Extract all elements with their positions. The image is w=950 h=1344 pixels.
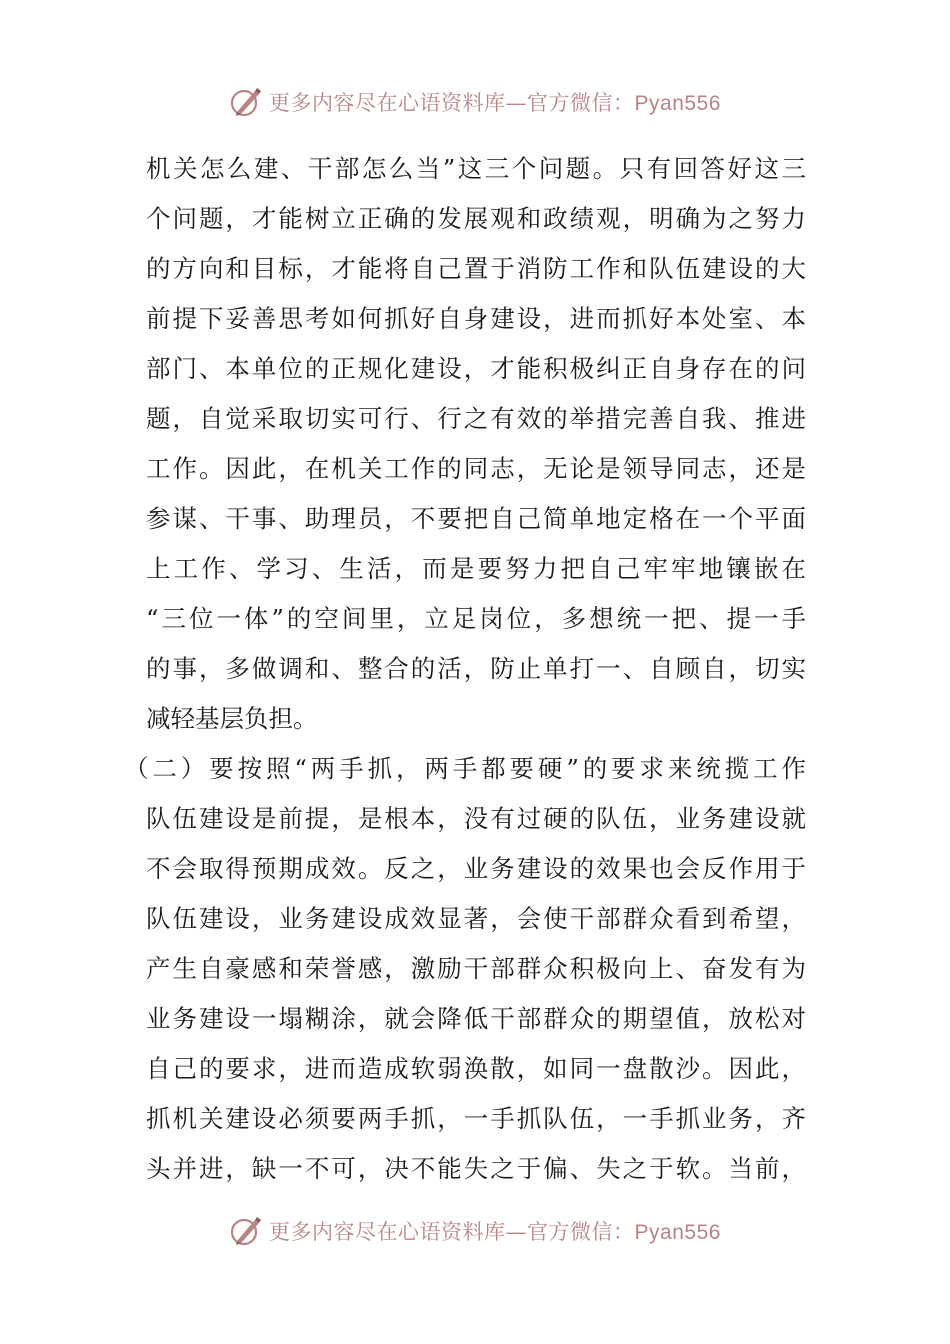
body-line: 上工作、学习、生活，而是要努力把自己牢牢地镶嵌在 — [146, 554, 806, 583]
pen-circle-icon — [229, 1214, 263, 1248]
body-line: 参谋、干事、助理员，不要把自己简单地定格在一个平面 — [146, 504, 806, 533]
body-line: 不会取得预期成效。反之，业务建设的效果也会反作用于 — [146, 854, 806, 883]
body-line: 题，自觉采取切实可行、行之有效的举措完善自我、推进 — [146, 404, 806, 433]
body-line: 队伍建设，业务建设成效显著，会使干部群众看到希望， — [146, 904, 806, 933]
body-line: 的方向和目标，才能将自己置于消防工作和队伍建设的大 — [146, 254, 806, 283]
body-line: 业务建设一塌糊涂，就会降低干部群众的期望值，放松对 — [146, 1004, 806, 1033]
body-line: 工作。因此，在机关工作的同志，无论是领导同志，还是 — [146, 454, 806, 483]
body-line: 产生自豪感和荣誉感，激励干部群众积极向上、奋发有为 — [146, 954, 806, 983]
pen-circle-icon — [229, 85, 263, 119]
body-line: 的事，多做调和、整合的活，防止单打一、自顾自，切实 — [146, 654, 806, 683]
body-line: “三位一体”的空间里，立足岗位，多想统一把、提一手 — [146, 604, 806, 633]
body-line: 部门、本单位的正规化建设，才能积极纠正自身存在的问 — [146, 354, 806, 383]
body-line: 前提下妥善思考如何抓好自身建设，进而抓好本处室、本 — [146, 304, 806, 333]
body-line: 自己的要求，进而造成软弱涣散，如同一盘散沙。因此， — [146, 1054, 806, 1083]
body-line: 队伍建设是前提，是根本，没有过硬的队伍，业务建设就 — [146, 804, 806, 833]
body-line: 减轻基层负担。 — [146, 704, 318, 733]
body-line: 机关怎么建、干部怎么当”这三个问题。只有回答好这三 — [146, 154, 806, 183]
footer-watermark — [0, 1211, 950, 1251]
body-line: 头并进，缺一不可，决不能失之于偏、失之于软。当前， — [146, 1154, 806, 1183]
watermark-text: 更多内容尽在心语资料库—官方微信：Pyan556 — [269, 1220, 721, 1244]
body-line: 个问题，才能树立正确的发展观和政绩观，明确为之努力 — [146, 204, 806, 233]
document-body — [124, 144, 814, 1194]
section-heading: （二）要按照“两手抓，两手都要硬”的要求来统揽工作 — [124, 754, 806, 783]
body-line: 抓机关建设必须要两手抓，一手抓队伍，一手抓业务，齐 — [146, 1104, 806, 1133]
header-watermark — [0, 82, 950, 122]
watermark-text: 更多内容尽在心语资料库—官方微信：Pyan556 — [269, 91, 721, 115]
